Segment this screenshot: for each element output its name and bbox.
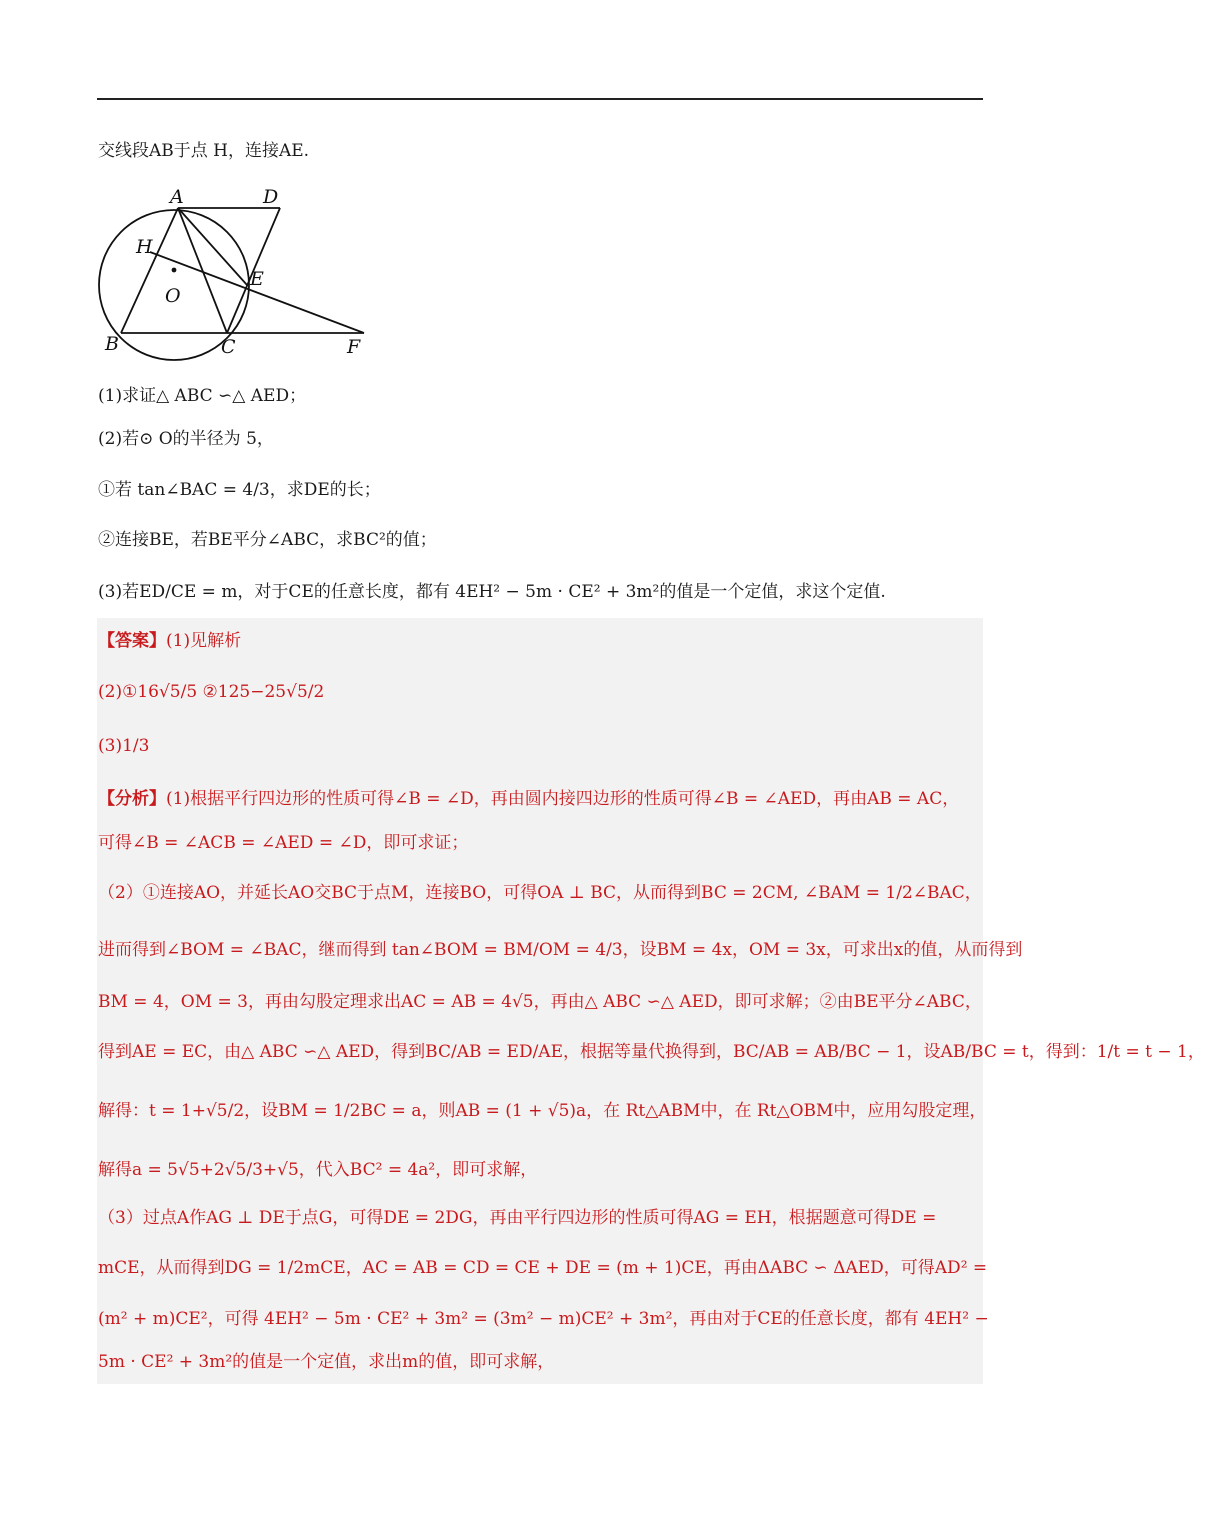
answer-line-3: (3)1/3 <box>98 736 150 756</box>
analysis-line-6: 得到AE = EC，由△ ABC ∽△ AED，得到BC/AB = ED/AE，根据等量代换得到，BC/AB = AB/BC − 1，设AB/BC = t，得到：1/t = t − 1， <box>98 1042 1205 1062</box>
label-b: B <box>105 333 119 355</box>
label-a: A <box>170 186 184 208</box>
analysis-line-2: 可得∠B = ∠ACB = ∠AED = ∠D，即可求证； <box>98 833 469 853</box>
analysis-line-8: 解得a = 5√5+2√5/3+√5，代入BC² = 4a²，即可求解， <box>98 1160 538 1180</box>
answer-label: 【答案】 <box>98 631 166 651</box>
problem-intro: 交线段AB于点 H，连接AE. <box>98 141 310 161</box>
label-h: H <box>136 236 153 258</box>
geometry-figure <box>92 182 382 362</box>
answer-line-1 <box>98 629 983 653</box>
analysis-line-7: 解得：t = 1+√5/2，设BM = 1/2BC = a，则AB = (1 + √5)a，在 Rt△ABM中，在 Rt△OBM中，应用勾股定理， <box>98 1101 987 1121</box>
label-d: D <box>263 186 279 208</box>
analysis-line-9: （3）过点A作AG ⊥ DE于点G，可得DE = 2DG，再由平行四边形的性质可得AG = EH，根据题意可得DE = <box>98 1208 937 1228</box>
segment-ae <box>178 208 247 285</box>
segment-ac <box>178 208 227 333</box>
analysis-line-11: (m² + m)CE²，可得 4EH² − 5m · CE² + 3m² = (3m² − m)CE² + 3m²，再由对于CE的任意长度，都有 4EH² − <box>98 1309 989 1329</box>
analysis-label: 【分析】 <box>98 789 166 809</box>
analysis-line-10: mCE，从而得到DG = 1/2mCE，AC = AB = CD = CE + DE = (m + 1)CE，再由ΔABC ∽ ΔAED，可得AD² = <box>98 1258 988 1278</box>
analysis-line-1 <box>98 787 983 811</box>
analysis-text-1: (1)根据平行四边形的性质可得∠B = ∠D，再由圆内接四边形的性质可得∠B = ∠AED，再由AB = AC， <box>166 789 960 809</box>
label-e: E <box>250 268 264 290</box>
question-2: (2)若⊙ O的半径为 5， <box>98 429 274 449</box>
analysis-line-5: BM = 4，OM = 3，再由勾股定理求出AC = AB = 4√5，再由△ ABC ∽△ AED，即可求解；②由BE平分∠ABC， <box>98 992 982 1012</box>
label-o: O <box>165 285 181 307</box>
answer-line-2: (2)①16√5/5 ②125−25√5/2 <box>98 682 325 702</box>
answer-text-1: (1)见解析 <box>166 631 242 651</box>
analysis-line-3: （2）①连接AO，并延长AO交BC于点M，连接BO，可得OA ⊥ BC，从而得到BC = 2CM, ∠BAM = 1/2∠BAC， <box>98 883 982 903</box>
analysis-line-4: 进而得到∠BOM = ∠BAC，继而得到 tan∠BOM = BM/OM = 4/3，设BM = 4x，OM = 3x，可求出x的值，从而得到 <box>98 940 1023 960</box>
question-2-1: ①若 tan∠BAC = 4/3，求DE的长； <box>98 480 381 500</box>
question-2-2: ②连接BE，若BE平分∠ABC，求BC²的值； <box>98 530 437 550</box>
analysis-line-12: 5m · CE² + 3m²的值是一个定值，求出m的值，即可求解， <box>98 1352 555 1372</box>
question-1: (1)求证△ ABC ∽△ AED； <box>98 386 307 406</box>
label-c: C <box>221 336 236 358</box>
question-3: (3)若ED/CE = m，对于CE的任意长度，都有 4EH² − 5m · CE² + 3m²的值是一个定值，求这个定值. <box>98 582 886 602</box>
center-dot <box>172 268 177 273</box>
label-f: F <box>347 336 361 358</box>
segment-ab <box>121 208 178 333</box>
header-rule <box>97 98 983 100</box>
